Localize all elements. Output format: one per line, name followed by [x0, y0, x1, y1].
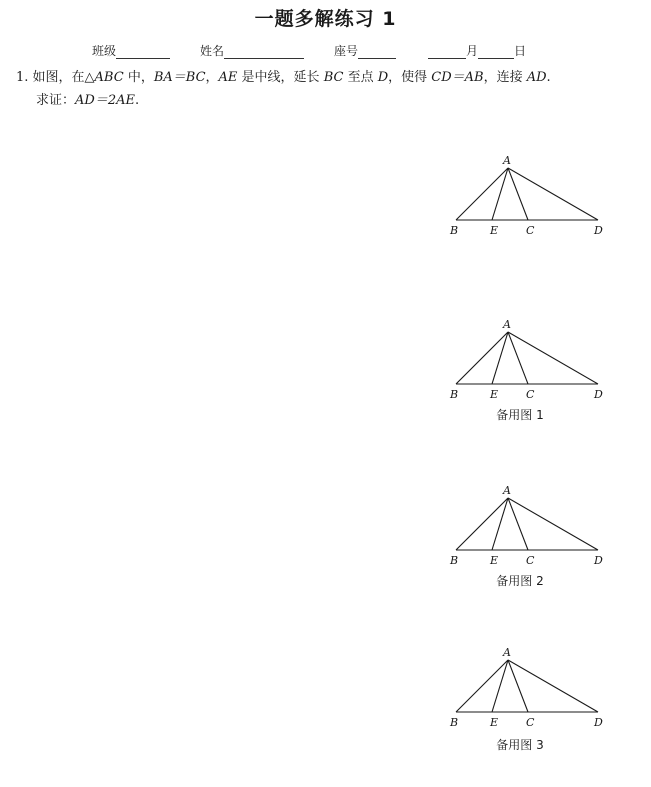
figure-lines: [456, 332, 598, 384]
math-eq2: CD＝AB: [431, 70, 484, 85]
caption-backup-3: 备用图 3: [496, 738, 544, 752]
class-label: 班级: [92, 44, 117, 58]
segment-ad: [508, 660, 598, 712]
month-label: 月: [466, 44, 479, 58]
prove-statement: [16, 89, 636, 112]
backup-figure-2: [440, 480, 620, 570]
segment-ad: [508, 498, 598, 550]
name-label: 姓名: [200, 44, 225, 58]
figure-lines: [456, 168, 598, 220]
backup-figure-3: [440, 642, 620, 732]
seat-field[interactable]: [334, 42, 396, 59]
math-prove: AD＝2AE: [75, 93, 135, 108]
caption-backup-1: 备用图 1: [496, 408, 544, 422]
problem-text-mid4: ，使得: [388, 70, 432, 85]
page-title: 一题多解练习 1: [254, 8, 397, 30]
math-bc: BC: [323, 70, 344, 85]
point-label-d: D: [594, 554, 603, 567]
point-label-d: D: [594, 388, 603, 401]
problem-text-end: .: [546, 70, 551, 85]
triangle-diagram: [440, 642, 620, 732]
seat-blank[interactable]: [358, 46, 396, 59]
point-label-b: B: [450, 716, 459, 729]
prove-end: .: [134, 93, 140, 108]
name-field[interactable]: [200, 42, 304, 59]
point-label-c: C: [526, 716, 535, 729]
triangle-diagram: [440, 150, 620, 240]
segment-ac: [508, 168, 528, 220]
problem-text-mid1: 中，: [123, 70, 154, 85]
point-label-c: C: [526, 224, 535, 237]
segment-ac: [508, 498, 528, 550]
point-label-d: D: [594, 224, 603, 237]
problem-text-mid2: 是中线，延长: [237, 70, 324, 85]
main-figure: [440, 150, 620, 240]
problem-1: [16, 66, 636, 112]
student-info-line: [0, 42, 651, 58]
point-label-a: A: [503, 484, 511, 497]
point-label-a: A: [503, 154, 511, 167]
math-d: D: [377, 70, 389, 85]
math-ae: AE: [218, 70, 238, 85]
point-label-c: C: [526, 388, 535, 401]
day-label: 日: [514, 44, 527, 58]
prove-label: 求证：: [36, 93, 76, 108]
date-field[interactable]: [428, 42, 526, 59]
point-label-e: E: [490, 224, 499, 237]
class-field[interactable]: [92, 42, 170, 59]
triangle-diagram: [440, 314, 620, 404]
class-blank[interactable]: [116, 46, 170, 59]
segment-ac: [508, 660, 528, 712]
problem-text-pre: 如图，在△: [32, 70, 95, 85]
point-label-c: C: [526, 554, 535, 567]
point-label-e: E: [490, 388, 499, 401]
segment-ad: [508, 332, 598, 384]
problem-sep1: ，: [205, 70, 219, 85]
segment-ac: [508, 332, 528, 384]
point-label-a: A: [503, 318, 511, 331]
figure-lines: [456, 498, 598, 550]
problem-number: 1.: [16, 70, 29, 85]
math-triangle: ABC: [94, 70, 124, 85]
point-label-e: E: [490, 554, 499, 567]
point-label-e: E: [490, 716, 499, 729]
seat-label: 座号: [334, 44, 359, 58]
backup-figure-1: [440, 314, 620, 404]
problem-statement: [16, 66, 636, 89]
month-blank[interactable]: [428, 46, 466, 59]
caption-backup-2: 备用图 2: [496, 574, 544, 588]
point-label-a: A: [503, 646, 511, 659]
math-eq1: BA＝BC: [153, 70, 206, 85]
point-label-b: B: [450, 388, 459, 401]
math-ad: AD: [526, 70, 547, 85]
problem-text-mid5: ，连接: [483, 70, 527, 85]
figure-lines: [456, 660, 598, 712]
point-label-d: D: [594, 716, 603, 729]
triangle-diagram: [440, 480, 620, 570]
segment-ad: [508, 168, 598, 220]
problem-text-mid3: 至点: [343, 70, 378, 85]
point-label-b: B: [450, 554, 459, 567]
name-blank[interactable]: [224, 46, 304, 59]
day-blank[interactable]: [478, 46, 514, 59]
point-label-b: B: [450, 224, 459, 237]
